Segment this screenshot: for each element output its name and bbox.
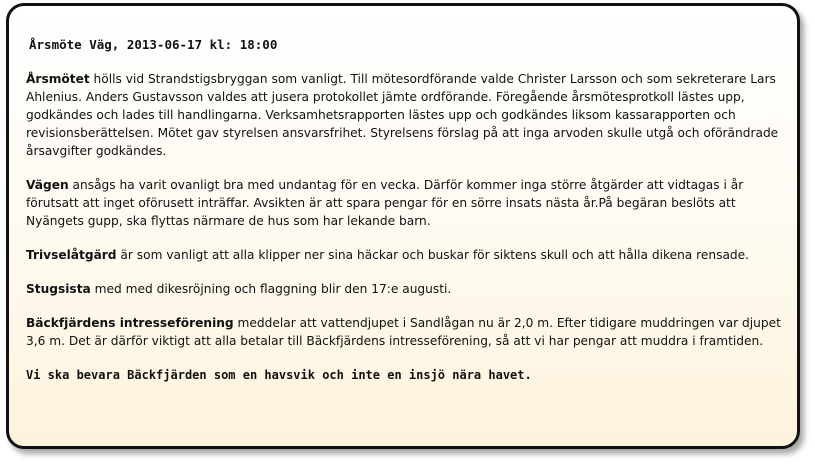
paragraph-vagen [26,176,794,230]
paragraph-lead: Stugsista [26,282,91,296]
closing-motto: Vi ska bevara Bäckfjärden som en havsvik och inte en insjö nära havet. [26,368,532,382]
paragraph-lead: Vägen [26,178,69,192]
paragraph-lead: Bäckfjärdens intresseförening [26,316,234,330]
paragraph-trivselatgard [26,246,794,264]
notice-content [26,36,794,400]
paragraph-stugsista [26,280,794,298]
paragraph-lead: Trivselåtgärd [26,248,117,262]
paragraph-text: meddelar att vattendjupet i Sandlågan nu är 2,0 m. Efter tidigare muddringen var djupet 3,6 m. Det är därför viktigt att alla betalar till Bäckfjärdens intresseförening, så att vi har pengar att muddra i framtiden. [26,316,781,348]
paragraph-text: ansågs ha varit ovanligt bra med undantag för en vecka. Därför kommer inga större åtgärder att vidtagas i år förutsatt att inget oförusett inträffar. Avsikten är att spara pengar för en sörre insats nästa år.På begäran beslöts att Nyängets gupp, ska flyttas närmare de hus som har lekande barn. [26,178,744,228]
paragraph-text: med med dikesröjning och flaggning blir den 17:e augusti. [90,282,452,296]
paragraph-text: hölls vid Strandstigsbryggan som vanligt. Till mötesordförande valde Christer Larsson och som sekreterare Lars Ahlenius. Anders Gustavsson valdes att jusera protokollet jämte ordförande. Föregående årsmötesprotkoll lästes upp, godkändes och lades till handlingarna. Verksamhetsrapporten lästes upp och godkändes liksom kassarapporten och revisionsberättelsen. Mötet gav styrelsen ansvarsfrihet. Styrelsens förslag på att inga arvoden skulle utgå och oförändrade årsavgifter godkändes. [26,72,779,158]
paragraph-intresseforening [26,314,794,350]
paragraph-arsmotet [26,70,794,160]
notice-card [6,3,800,449]
paragraph-text: är som vanligt att alla klipper ner sina häckar och buskar för siktens skull och att hålla dikena rensade. [116,248,750,262]
paragraph-lead: Årsmötet [26,72,90,86]
meeting-title: Årsmöte Väg, 2013-06-17 kl: 18:00 [29,37,278,52]
